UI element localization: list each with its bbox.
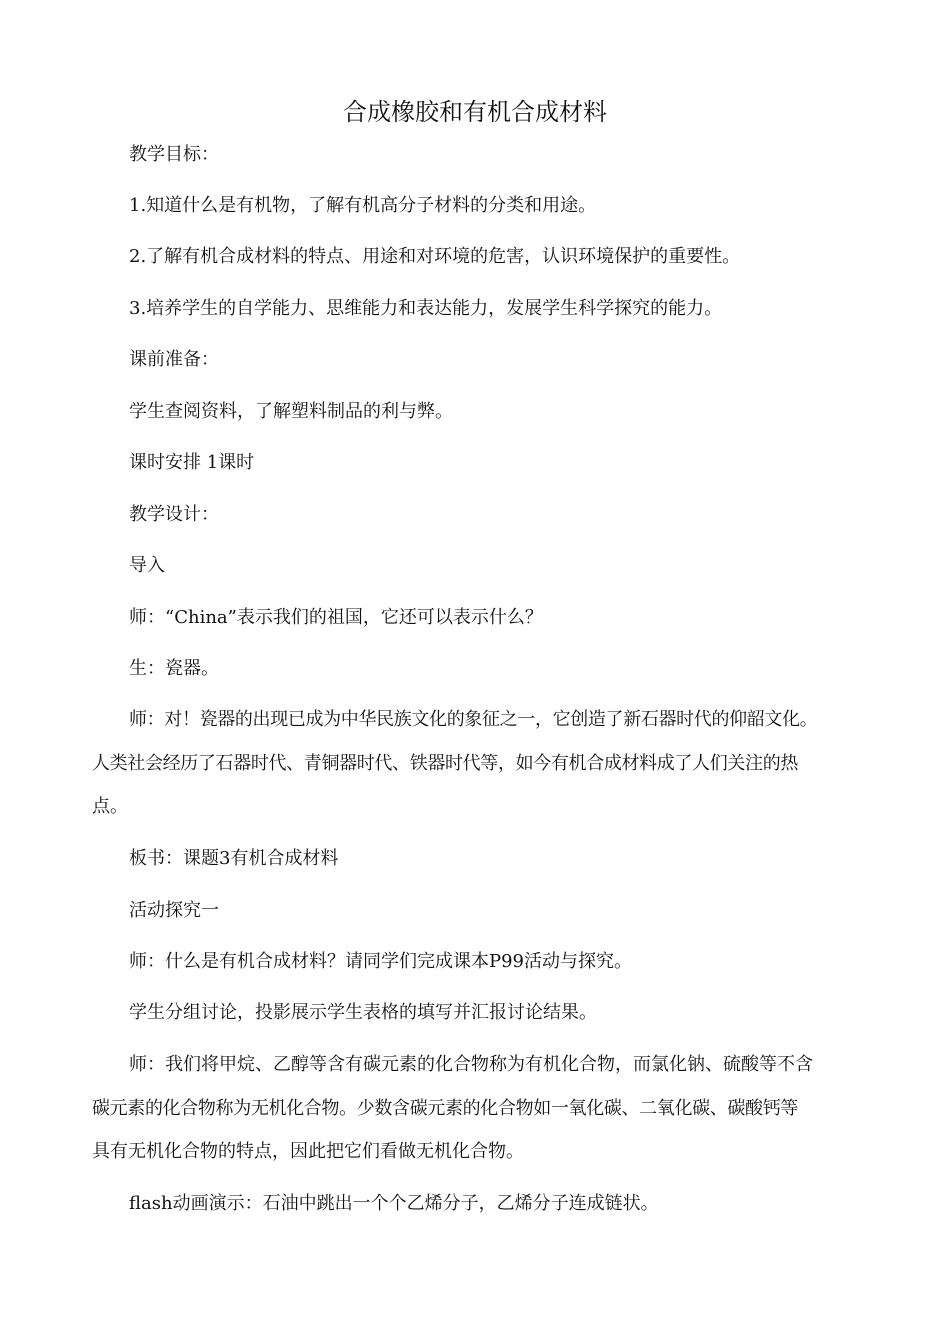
group-discussion-text: 学生分组讨论，投影展示学生表格的填写并汇报讨论结果。 (129, 1002, 597, 1023)
teacher-line-1: 师：“China”表示我们的祖国，它还可以表示什么？ (129, 607, 543, 628)
teacher-paragraph-2-line-1: 师：对！瓷器的出现已成为中华民族文化的象征之一，它创造了新石器时代的仰韶文化。 (129, 709, 818, 730)
flash-demo-text: flash动画演示：石油中跳出一个个乙烯分子，乙烯分子连成链状。 (129, 1193, 659, 1214)
teacher-paragraph-4-line-1: 师：我们将甲烷、乙醇等含有碳元素的化合物称为有机化合物，而氯化钠、硫酸等不含 (129, 1054, 813, 1075)
teacher-paragraph-4-line-2: 碳元素的化合物称为无机化合物。少数含碳元素的化合物如一氧化碳、二氧化碳、碳酸钙等 (92, 1098, 798, 1119)
activity-heading: 活动探究一 (129, 900, 219, 921)
objective-item-1: 1.知道什么是有机物，了解有机高分子材料的分类和用途。 (129, 195, 597, 216)
prep-heading: 课前准备： (129, 349, 219, 370)
objective-item-3: 3.培养学生的自学能力、思维能力和表达能力，发展学生科学探究的能力。 (129, 298, 723, 319)
objective-item-2: 2.了解有机合成材料的特点、用途和对环境的危害，认识环境保护的重要性。 (129, 246, 741, 267)
document-title: 合成橡胶和有机合成材料 (343, 98, 607, 126)
intro-heading: 导入 (129, 555, 165, 576)
teacher-paragraph-2-line-2: 人类社会经历了石器时代、青铜器时代、铁器时代等，如今有机合成材料成了人们关注的热 (92, 753, 798, 774)
schedule-text: 课时安排 1课时 (129, 452, 255, 473)
student-line-1: 生：瓷器。 (129, 658, 219, 679)
teacher-paragraph-4-line-3: 具有无机化合物的特点，因此把它们看做无机化合物。 (92, 1141, 524, 1162)
teacher-paragraph-2-line-3: 点。 (92, 796, 128, 817)
board-note: 板书：课题3有机合成材料 (129, 848, 339, 869)
teacher-line-3: 师：什么是有机合成材料？请同学们完成课本P99活动与探究。 (129, 951, 633, 972)
design-heading: 教学设计： (129, 504, 219, 525)
prep-text: 学生查阅资料，了解塑料制品的利与弊。 (129, 401, 453, 422)
objectives-heading: 教学目标： (129, 144, 219, 165)
